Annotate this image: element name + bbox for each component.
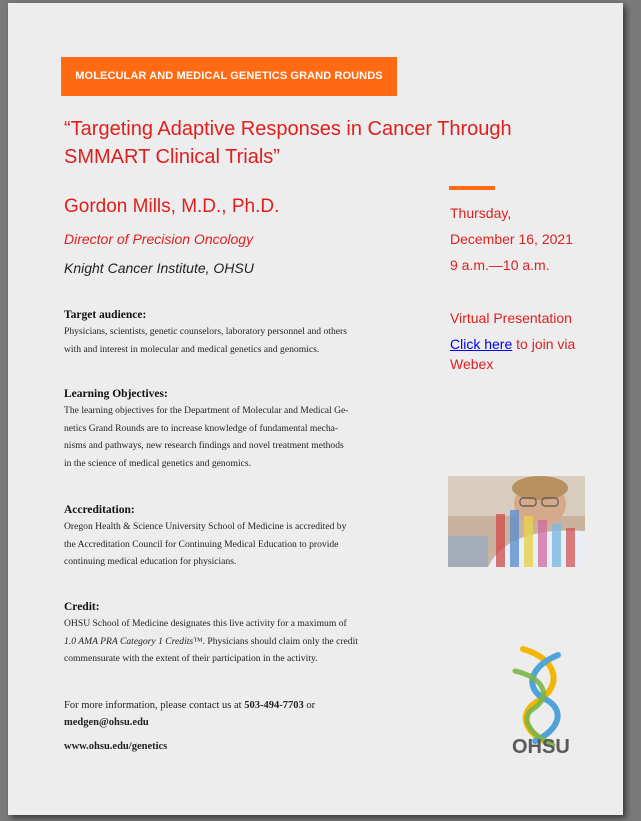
audience-heading: Target audience: [64, 309, 147, 321]
contact-line [64, 700, 315, 711]
objectives-line: nisms and pathways, new research findings and novel treatment methods [64, 440, 344, 451]
join-info [450, 334, 575, 354]
credit-heading: Credit: [64, 601, 100, 613]
join-text: to join via [512, 336, 576, 352]
talk-title-line-1: “Targeting Adaptive Responses in Cancer Through [64, 118, 512, 140]
webex-join-link[interactable]: Click here [450, 336, 513, 352]
objectives-line: netics Grand Rounds are to increase knowledge of fundamental mecha- [64, 422, 339, 434]
event-date: December 16, 2021 [450, 231, 573, 247]
contact-website[interactable]: www.ohsu.edu/genetics [64, 741, 168, 752]
event-series-banner: MOLECULAR AND MEDICAL GENETICS GRAND ROUNDS [61, 57, 397, 96]
contact-email-line [64, 717, 149, 728]
event-time: 9 a.m.—10 a.m. [450, 257, 550, 273]
accent-divider [449, 186, 495, 190]
accreditation-body [64, 518, 429, 571]
contact-email[interactable]: medgen@ohsu.edu [64, 717, 149, 728]
credit-line: commensurate with the extent of their participation in the activity. [64, 653, 318, 664]
accreditation-line: the Accreditation Council for Continuing Medical Education to provide [64, 538, 339, 550]
lab-photo-illustration [448, 476, 585, 567]
speaker-role: Director of Precision Oncology [64, 231, 254, 247]
website-line [64, 741, 167, 752]
objectives-line: in the science of medical genetics and genomics. [64, 457, 252, 469]
credit-designation: 1.0 AMA PRA Category 1 Credits™ [64, 635, 203, 647]
credit-line: OHSU School of Medicine designates this live activity for a maximum of [64, 618, 347, 629]
event-day: Thursday, [450, 205, 512, 221]
credit-line-rest: . Physicians should claim only the credit [202, 635, 358, 647]
credit-body [64, 615, 429, 668]
accreditation-line: Oregon Health & Science University School of Medicine is accredited by [64, 521, 347, 532]
ohsu-logo-label: OHSU [512, 736, 570, 758]
lab-researcher-photo [448, 476, 585, 567]
flyer-page [8, 3, 623, 815]
audience-line: with and interest in molecular and medical genetics and genomics. [64, 343, 320, 355]
talk-title [64, 115, 584, 171]
talk-title-line-2: SMMART Clinical Trials” [64, 146, 280, 168]
objectives-line: The learning objectives for the Department of Molecular and Medical Ge- [64, 405, 349, 416]
audience-line: Physicians, scientists, genetic counselors, laboratory personnel and others [64, 326, 347, 337]
contact-prefix: For more information, please contact us at [64, 700, 245, 711]
speaker-organization: Knight Cancer Institute, OHSU [64, 260, 254, 276]
accreditation-line: continuing medical education for physicians. [64, 556, 237, 567]
event-format: Virtual Presentation [450, 310, 572, 326]
join-platform: Webex [450, 356, 494, 372]
speaker-name: Gordon Mills, M.D., Ph.D. [64, 196, 280, 217]
contact-suffix: or [303, 700, 316, 711]
objectives-body [64, 402, 429, 472]
objectives-heading: Learning Objectives: [64, 388, 168, 400]
credit-line [64, 633, 429, 651]
audience-body [64, 323, 429, 358]
accreditation-heading: Accreditation: [64, 504, 135, 516]
contact-phone: 503-494-7703 [244, 700, 304, 711]
